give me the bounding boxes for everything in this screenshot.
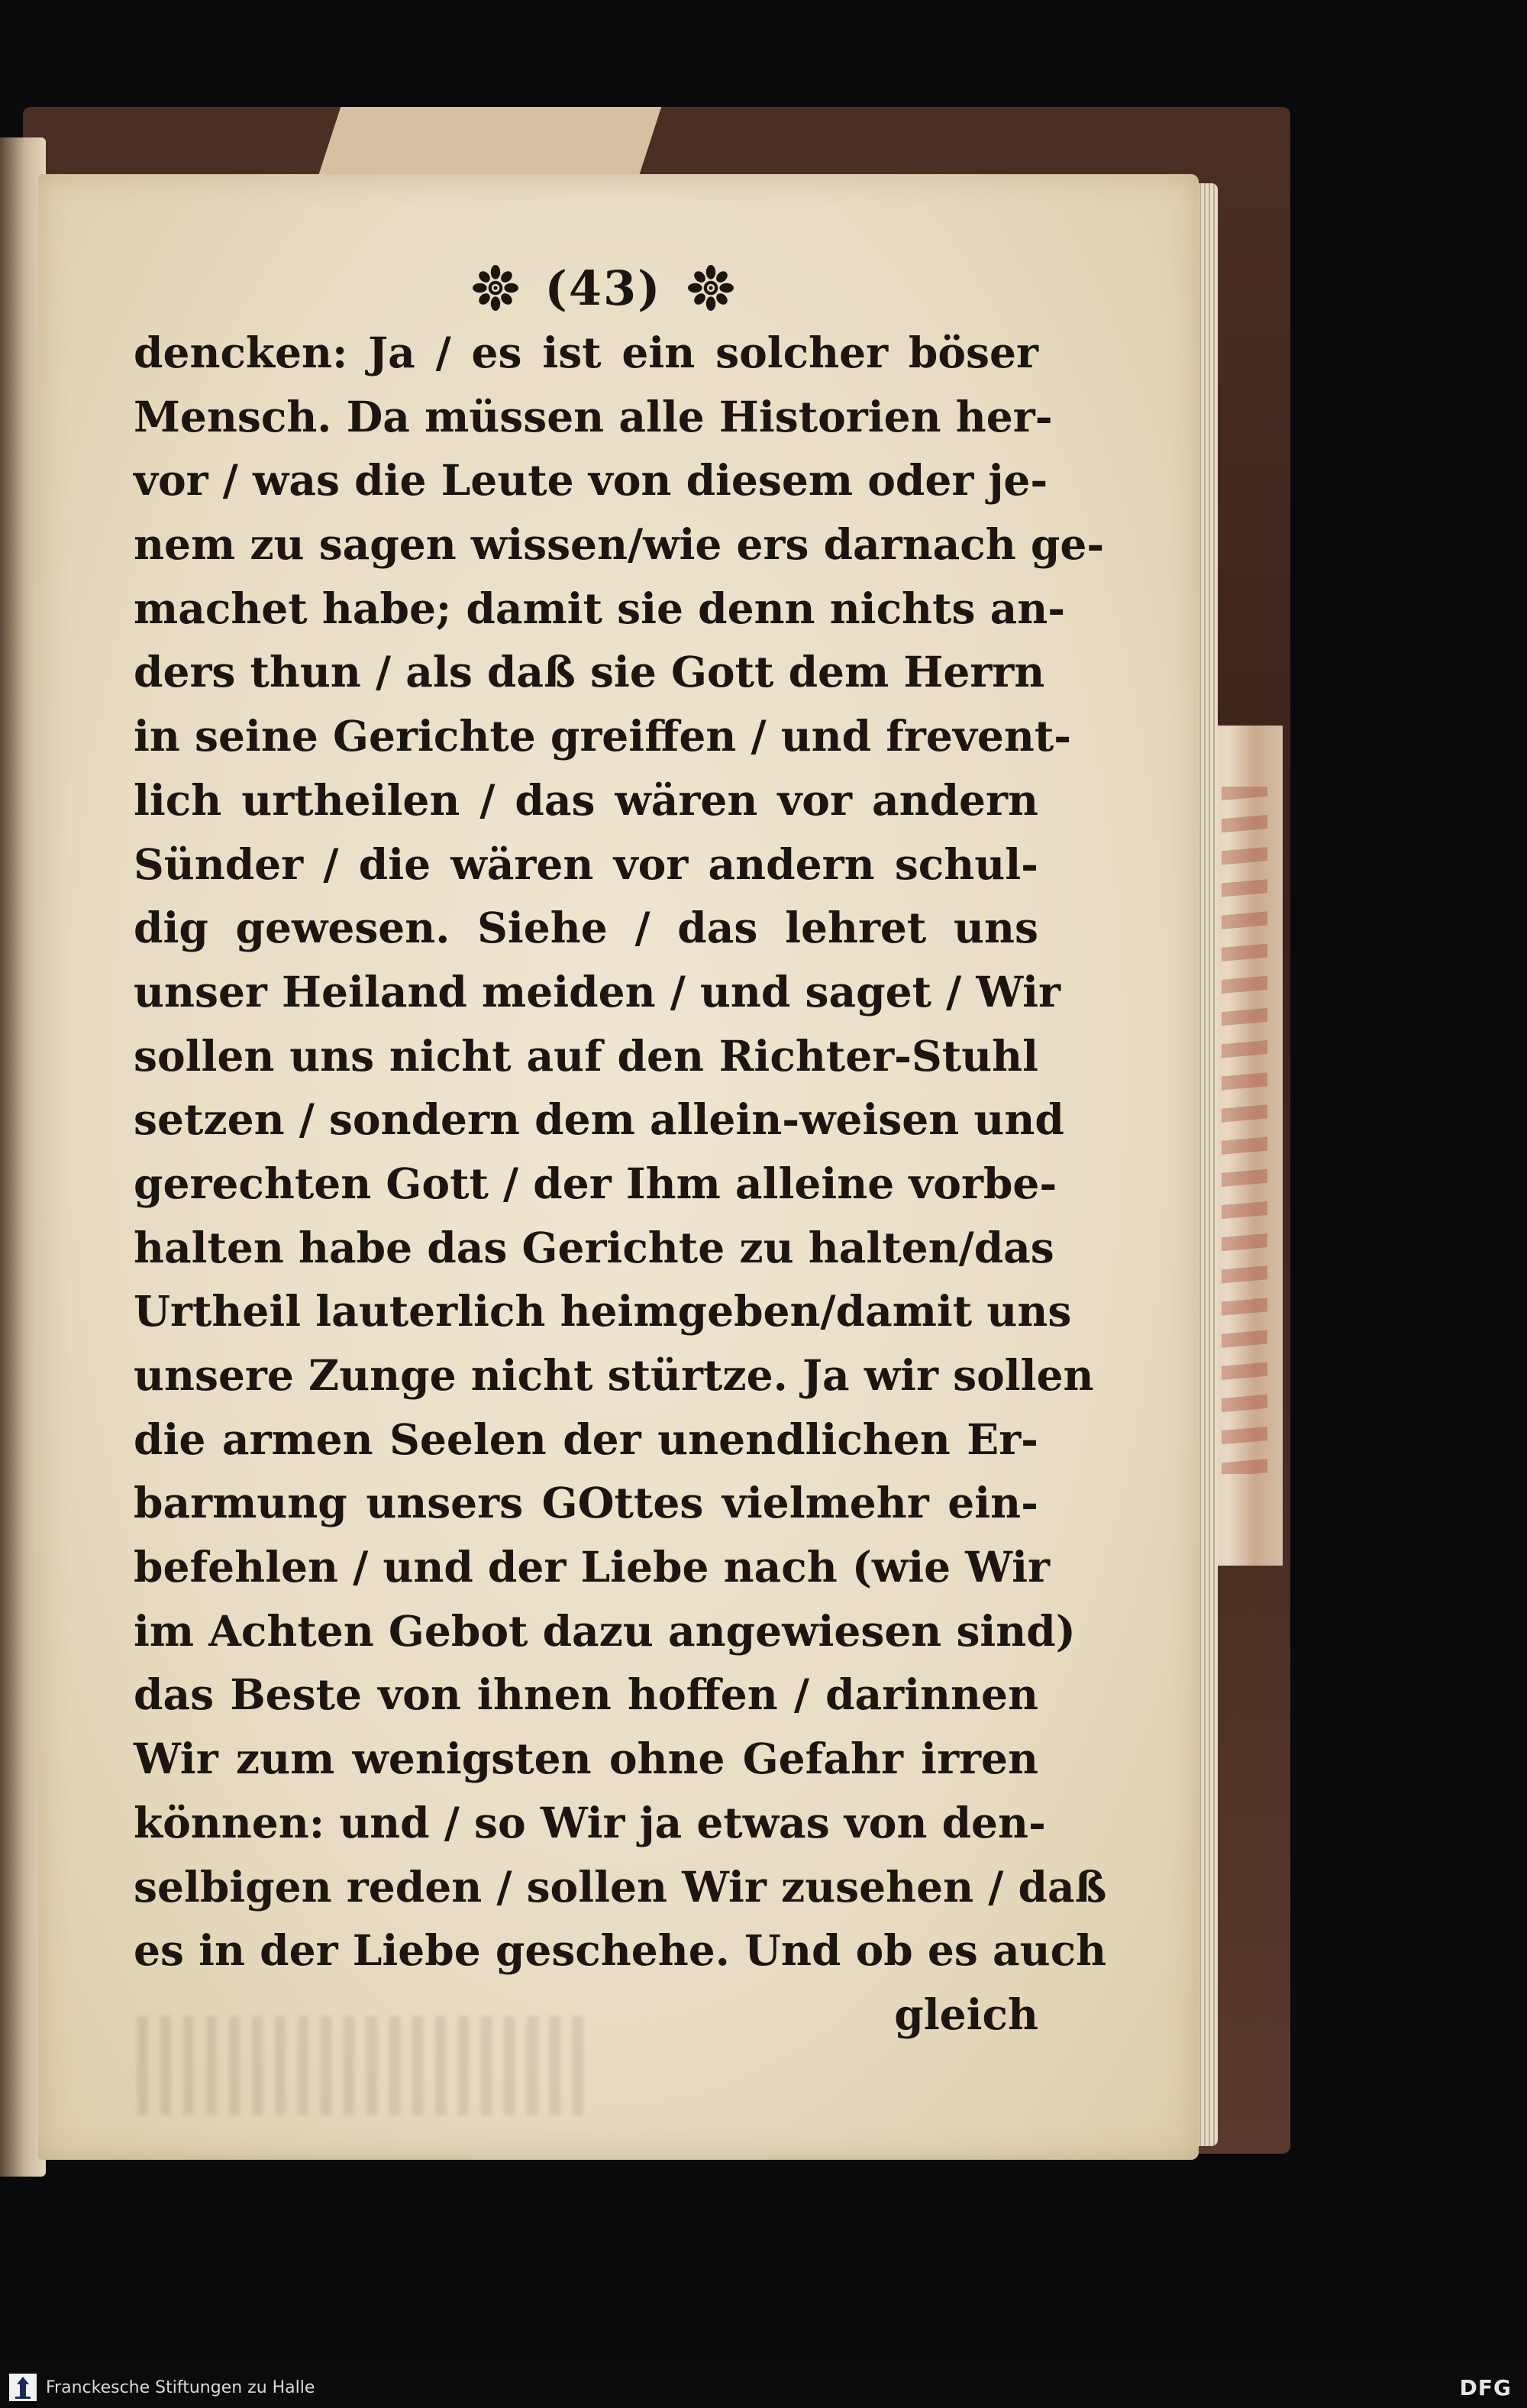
text-line: befehlen / und der Liebe nach (wie Wir	[134, 1542, 1050, 1592]
text-line: Urtheil lauterlich heimgeben/damit uns	[134, 1286, 1072, 1337]
institution-logo-icon	[9, 2374, 37, 2401]
institution-credit: Franckesche Stiftungen zu Halle	[46, 2378, 315, 2397]
body-text	[134, 321, 1107, 2047]
text-line: vor / was die Leute von diesem oder je-	[134, 455, 1048, 506]
text-line: ders thun / als daß sie Gott dem Herrn	[134, 647, 1045, 697]
text-line: die armen Seelen der unendlichen Er-	[134, 1414, 1038, 1464]
viewer-footer	[0, 2366, 1527, 2408]
text-line: machet habe; damit sie denn nichts an-	[134, 583, 1066, 633]
text-line: Sünder / die wären vor andern schul-	[134, 839, 1038, 889]
text-line: das Beste von ihnen hoffen / darinnen	[134, 1669, 1038, 1720]
dfg-logo: DFG	[1459, 2375, 1512, 2400]
text-line: unser Heiland meiden / und saget / Wir	[134, 966, 1061, 1017]
text-line: es in der Liebe geschehe. Und ob es auch	[134, 1925, 1107, 1976]
text-line: sollen uns nicht auf den Richter-Stuhl	[134, 1030, 1038, 1081]
text-line: Mensch. Da müssen alle Historien her-	[134, 391, 1053, 441]
flower-ornament-icon	[472, 264, 519, 312]
text-line: unsere Zunge nicht stürtze. Ja wir sollen	[134, 1350, 1094, 1400]
text-line: lich urtheilen / das wären vor andern	[134, 774, 1038, 825]
catchword: gleich	[894, 1989, 1038, 2039]
text-line: nem zu sagen wissen/wie ers darnach ge-	[134, 519, 1105, 570]
page-header	[428, 254, 779, 322]
text-line: setzen / sondern dem allein-weisen und	[134, 1094, 1064, 1145]
text-line: halten habe das Gerichte zu halten/das	[134, 1222, 1054, 1272]
page-number: (43)	[544, 260, 662, 316]
ink-bleed-through	[137, 2016, 596, 2115]
text-line: in seine Gerichte greiffen / und frevent-	[134, 711, 1072, 761]
text-line: im Achten Gebot dazu angewiesen sind)	[134, 1605, 1076, 1656]
flower-ornament-icon	[687, 264, 734, 312]
text-line: barmung unsers GOttes vielmehr ein-	[134, 1478, 1038, 1528]
cover-tape	[316, 107, 661, 183]
text-line: dig gewesen. Siehe / das lehret uns	[134, 903, 1038, 953]
text-line: können: und / so Wir ja etwas von den-	[134, 1797, 1046, 1847]
cover-mottle	[1222, 787, 1267, 1474]
text-line: dencken: Ja / es ist ein solcher böser	[134, 328, 1038, 377]
text-line: gerechten Gott / der Ihm alleine vorbe-	[134, 1158, 1057, 1208]
text-line: Wir zum wenigsten ohne Gefahr irren	[134, 1734, 1038, 1784]
text-line: selbigen reden / sollen Wir zusehen / daß	[134, 1861, 1107, 1912]
